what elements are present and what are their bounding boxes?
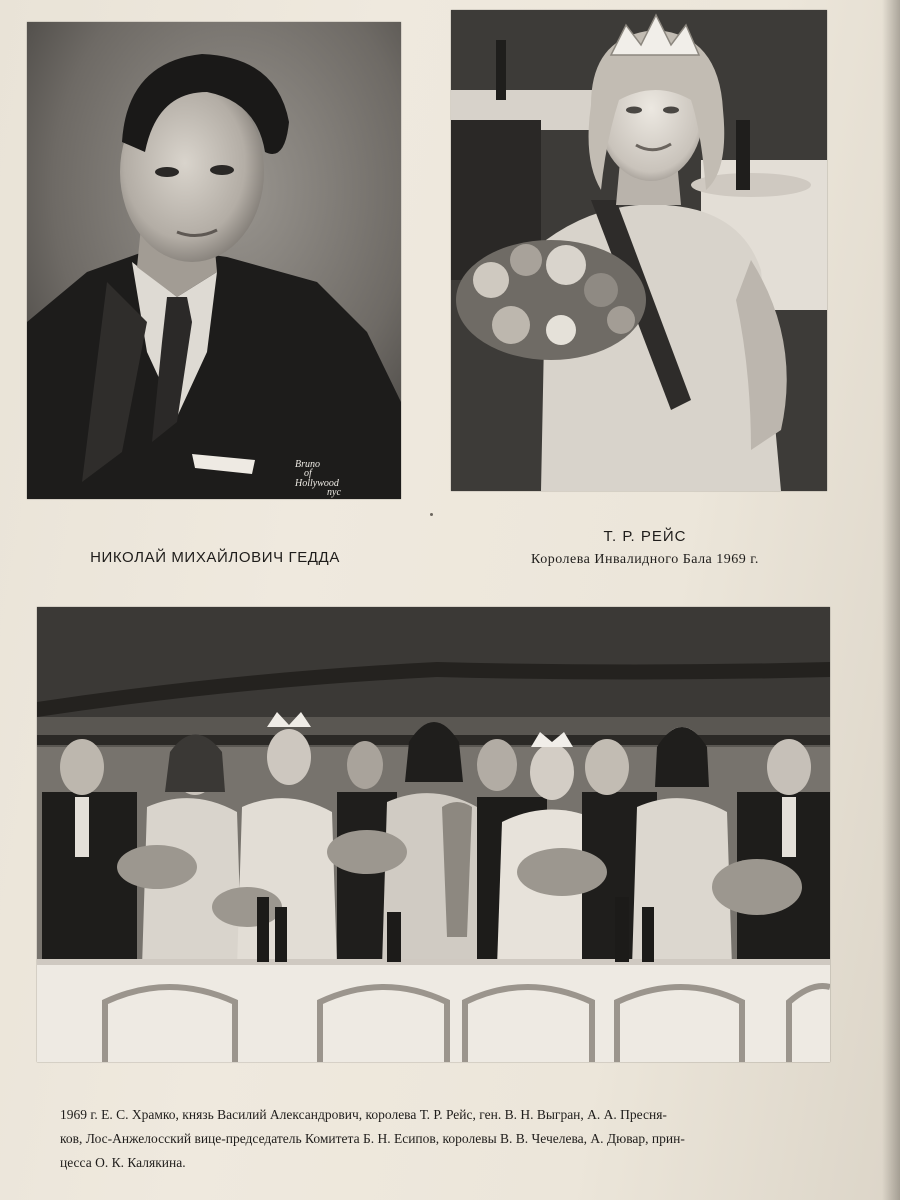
caption-right-subtitle: Королева Инвалидного Бала 1969 г. [531, 552, 759, 567]
bouquet-shape [456, 240, 646, 360]
caption-line-1: 1969 г. Е. С. Храмко, князь Василий Александрович, королева Т. Р. Рейс, ген. В. Н. Выгран, А. А. Пресня- [60, 1107, 667, 1122]
page-mark [430, 513, 433, 516]
stamp-line-4: nyc [327, 487, 341, 498]
portrait-man-image [27, 22, 401, 499]
stamp-line-1: Bruno [295, 459, 320, 470]
stamp-line-3: Hollywood [295, 478, 339, 489]
portrait-photo-right [451, 10, 827, 491]
stamp-line-2: of [304, 468, 312, 479]
portrait-queen-image [451, 10, 827, 491]
group-photo [37, 607, 830, 1062]
portrait-photo-left [27, 22, 401, 499]
caption-line-2: ков, Лос-Анжелосский вице-председатель Комитета Б. Н. Есипов, королевы В. В. Чечелева, А. Дювар, прин- [60, 1131, 685, 1146]
group-photo-caption [60, 1103, 830, 1175]
group-photo-image [37, 607, 830, 1062]
caption-left-name: НИКОЛАЙ МИХАЙЛОВИЧ ГЕДДА [90, 549, 340, 566]
page-edge-shadow [882, 0, 900, 1200]
caption-line-3: цесса О. К. Калякина. [60, 1155, 186, 1170]
caption-right-name: Т. Р. РЕЙС [603, 528, 687, 545]
